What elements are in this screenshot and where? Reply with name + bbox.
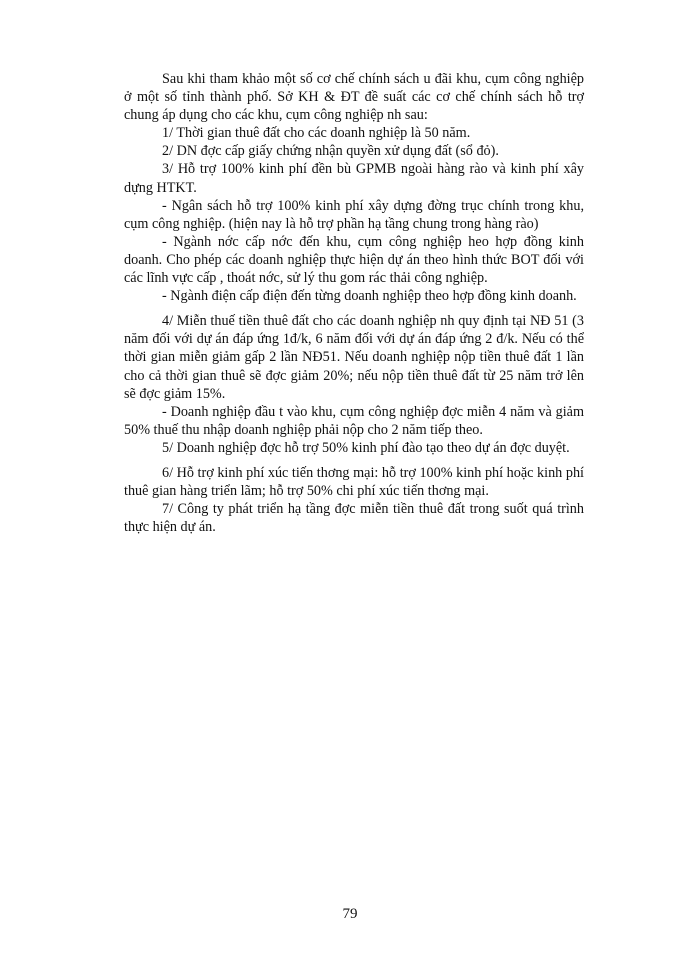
paragraph-item-2: 2/ DN đợc cấp giấy chứng nhận quyền xử dụng đất (sổ đỏ). bbox=[162, 143, 499, 160]
paragraph-item-4: 4/ Miễn thuế tiền thuê đất cho các doanh nghiệp nh quy định tại NĐ 51 (3 năm đối với dự án đáp ứng 1đ/k, 6 năm đối với dự án đáp ứng 2 đ/k. Nếu có thể thời gian miễn giảm gấp 2 lần NĐ51. Nếu doanh nghiệp nộp tiền thuê đất 1 lần cho cả thời gian thuê sẽ đợc giảm 20%; nếu nộp tiền thuê đất từ 25 năm trở lên sẽ đợc giảm 15%. bbox=[124, 313, 584, 402]
paragraph-item-3-water: - Ngành nớc cấp nớc đến khu, cụm công nghiệp heo hợp đồng kinh doanh. Cho phép các doanh nghiệp thực hiện dự án theo hình thức BOT đối với các lĩnh vực cấp , thoát nớc, sử lý thu gom rác thải công nghiệp. bbox=[124, 233, 584, 287]
paragraph-intro: Sau khi tham khảo một số cơ chế chính sách u đãi khu, cụm công nghiệp ở một số tỉnh thành phố. Sở KH & ĐT đề suất các cơ chế chính sách hỗ trợ chung áp dụng cho các khu, cụm công nghiệp nh sau: bbox=[124, 71, 584, 124]
paragraph-item-3-road-budget: - Ngân sách hỗ trợ 100% kinh phí xây dựng đờng trục chính trong khu, cụm công nghiệp. (hiện nay là hỗ trợ phần hạ tầng chung trong hàng rào) bbox=[124, 197, 584, 232]
paragraph-item-5: 5/ Doanh nghiệp đợc hỗ trợ 50% kinh phí đào tạo theo dự án đợc duyệt. bbox=[162, 439, 570, 456]
page-number: 79 bbox=[342, 906, 358, 922]
paragraph-item-3-electricity: - Ngành điện cấp điện đến từng doanh nghiệp theo hợp đồng kinh doanh. bbox=[162, 288, 577, 305]
paragraph-item-4-tax: - Doanh nghiệp đầu t vào khu, cụm công nghiệp đợc miễn 4 năm và giảm 50% thuế thu nhập doanh nghiệp phải nộp cho 2 năm tiếp theo. bbox=[124, 403, 584, 438]
paragraph-item-3: 3/ Hỗ trợ 100% kinh phí đền bù GPMB ngoài hàng rào và kinh phí xây dựng HTKT. bbox=[124, 161, 584, 196]
paragraph-item-1: 1/ Thời gian thuê đất cho các doanh nghiệp là 50 năm. bbox=[162, 125, 471, 142]
paragraph-item-7: 7/ Công ty phát triển hạ tầng đợc miễn tiền thuê đất trong suốt quá trình thực hiện dự án. bbox=[124, 501, 584, 536]
document-body bbox=[124, 70, 584, 536]
paragraph-item-6: 6/ Hỗ trợ kinh phí xúc tiến thơng mại: hỗ trợ 100% kinh phí hoặc kinh phí thuê gian hàng triển lãm; hỗ trợ 50% chi phí xúc tiến thơng mại. bbox=[124, 464, 584, 500]
